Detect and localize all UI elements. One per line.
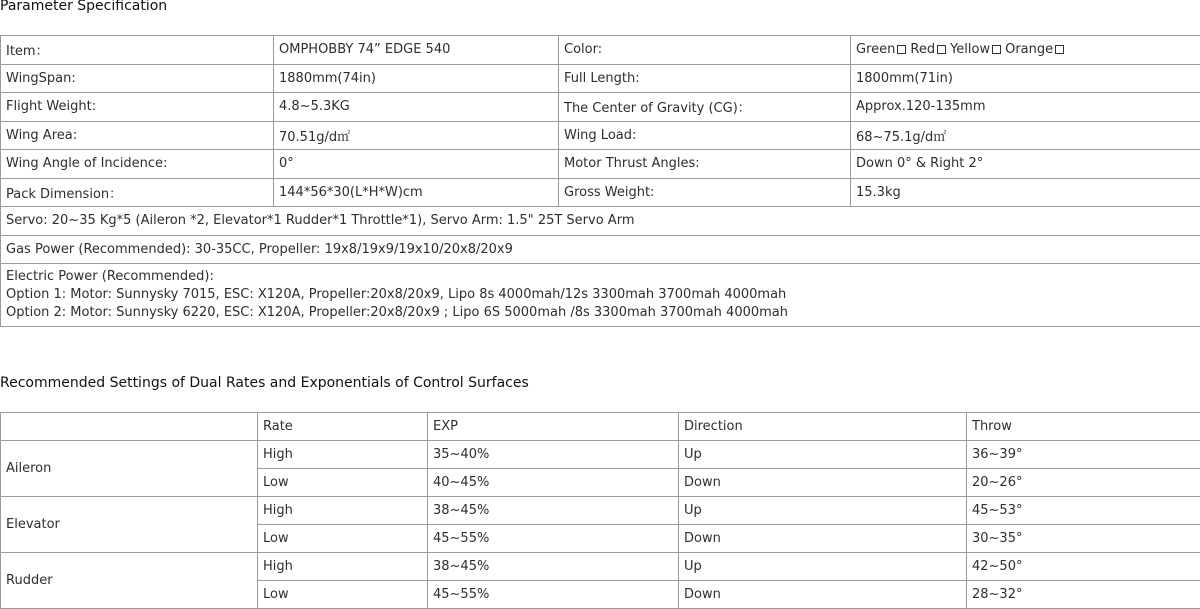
spec-label: Pack Dimension： [1, 178, 274, 207]
table-row [1, 441, 1200, 469]
direction-cell: Down [679, 469, 967, 497]
header-direction: Direction [679, 413, 967, 441]
electric-power-heading: Electric Power (Recommended): [6, 269, 214, 284]
electric-option-2: Option 2: Motor: Sunnysky 6220, ESC: X120A, Propeller:20x8/20x9 ; Lipo 6S 5000mah /8s 3300mah 3700mah 4000mah [6, 305, 788, 320]
exp-cell: 45~55% [428, 581, 679, 609]
spec-label: Item： [1, 36, 274, 65]
spec-section-title: Parameter Specification [0, 0, 168, 14]
throw-cell: 28~32° [967, 581, 1200, 609]
rates-section-title: Recommended Settings of Dual Rates and Exponentials of Control Surfaces [0, 375, 529, 391]
throw-cell: 42~50° [967, 553, 1200, 581]
color-option-yellow: Yellow [950, 42, 1005, 57]
header-exp: EXP [428, 413, 679, 441]
rate-cell: Low [258, 581, 428, 609]
direction-cell: Down [679, 525, 967, 553]
electric-option-1: Option 1: Motor: Sunnysky 7015, ESC: X120A, Propeller:20x8/20x9, Lipo 8s 4000mah/12s 3300mah 3700mah 4000mah [6, 287, 787, 302]
direction-cell: Up [679, 441, 967, 469]
spec-value: OMPHOBBY 74” EDGE 540 [274, 36, 559, 65]
spec-label: Wing Load: [559, 121, 851, 150]
spec-value: 0° [274, 150, 559, 179]
spec-row-electric [1, 264, 1200, 327]
color-option-red: Red [910, 42, 950, 57]
exp-cell: 38~45% [428, 497, 679, 525]
checkbox-icon [992, 45, 1001, 54]
spec-value: 1880mm(74in) [274, 64, 559, 93]
exp-cell: 38~45% [428, 553, 679, 581]
spec-value: 144*56*30(L*H*W)cm [274, 178, 559, 207]
throw-cell: 45~53° [967, 497, 1200, 525]
spec-label: WingSpan: [1, 64, 274, 93]
throw-cell: 20~26° [967, 469, 1200, 497]
spec-label: Full Length: [559, 64, 851, 93]
exp-cell: 35~40% [428, 441, 679, 469]
rate-cell: High [258, 553, 428, 581]
spec-row [1, 93, 1200, 122]
surface-rudder: Rudder [1, 553, 258, 609]
header-blank [1, 413, 258, 441]
color-option-orange: Orange [1005, 42, 1068, 57]
spec-value: 70.51g/d㎡ [274, 121, 559, 150]
spec-value: 4.8~5.3KG [274, 93, 559, 122]
spec-label: Motor Thrust Angles: [559, 150, 851, 179]
header-throw: Throw [967, 413, 1200, 441]
spec-value: Approx.120-135mm [851, 93, 1200, 122]
spec-label: Wing Area: [1, 121, 274, 150]
rate-cell: Low [258, 469, 428, 497]
surface-elevator: Elevator [1, 497, 258, 553]
color-options [851, 36, 1200, 65]
throw-cell: 30~35° [967, 525, 1200, 553]
dual-rates-table [0, 412, 1200, 609]
direction-cell: Up [679, 553, 967, 581]
spec-row [1, 121, 1200, 150]
servo-spec: Servo: 20~35 Kg*5 (Aileron *2, Elevator*1 Rudder*1 Throttle*1), Servo Arm: 1.5" 25T Servo Arm [1, 207, 1200, 236]
rate-cell: High [258, 497, 428, 525]
exp-cell: 40~45% [428, 469, 679, 497]
direction-cell: Up [679, 497, 967, 525]
spec-value: Down 0° & Right 2° [851, 150, 1200, 179]
header-rate: Rate [258, 413, 428, 441]
rate-cell: Low [258, 525, 428, 553]
rates-header-row [1, 413, 1200, 441]
surface-aileron: Aileron [1, 441, 258, 497]
checkbox-icon [897, 45, 906, 54]
spec-row-servo [1, 207, 1200, 236]
parameter-spec-table [0, 35, 1200, 327]
gas-power-spec: Gas Power (Recommended): 30-35CC, Propeller: 19x8/19x9/19x10/20x8/20x9 [1, 235, 1200, 264]
spec-row-gas [1, 235, 1200, 264]
checkbox-icon [1055, 45, 1064, 54]
spec-row [1, 178, 1200, 207]
table-row [1, 553, 1200, 581]
electric-power-spec [1, 264, 1200, 327]
spec-label: The Center of Gravity (CG)： [559, 93, 851, 122]
color-option-green: Green [856, 42, 910, 57]
checkbox-icon [937, 45, 946, 54]
spec-row [1, 36, 1200, 65]
spec-label: Gross Weight: [559, 178, 851, 207]
spec-value: 15.3kg [851, 178, 1200, 207]
spec-row [1, 150, 1200, 179]
spec-row [1, 64, 1200, 93]
spec-label: Flight Weight: [1, 93, 274, 122]
rate-cell: High [258, 441, 428, 469]
direction-cell: Down [679, 581, 967, 609]
table-row [1, 497, 1200, 525]
spec-label: Color: [559, 36, 851, 65]
exp-cell: 45~55% [428, 525, 679, 553]
spec-label: Wing Angle of Incidence: [1, 150, 274, 179]
spec-value: 68~75.1g/d㎡ [851, 121, 1200, 150]
spec-value: 1800mm(71in) [851, 64, 1200, 93]
throw-cell: 36~39° [967, 441, 1200, 469]
